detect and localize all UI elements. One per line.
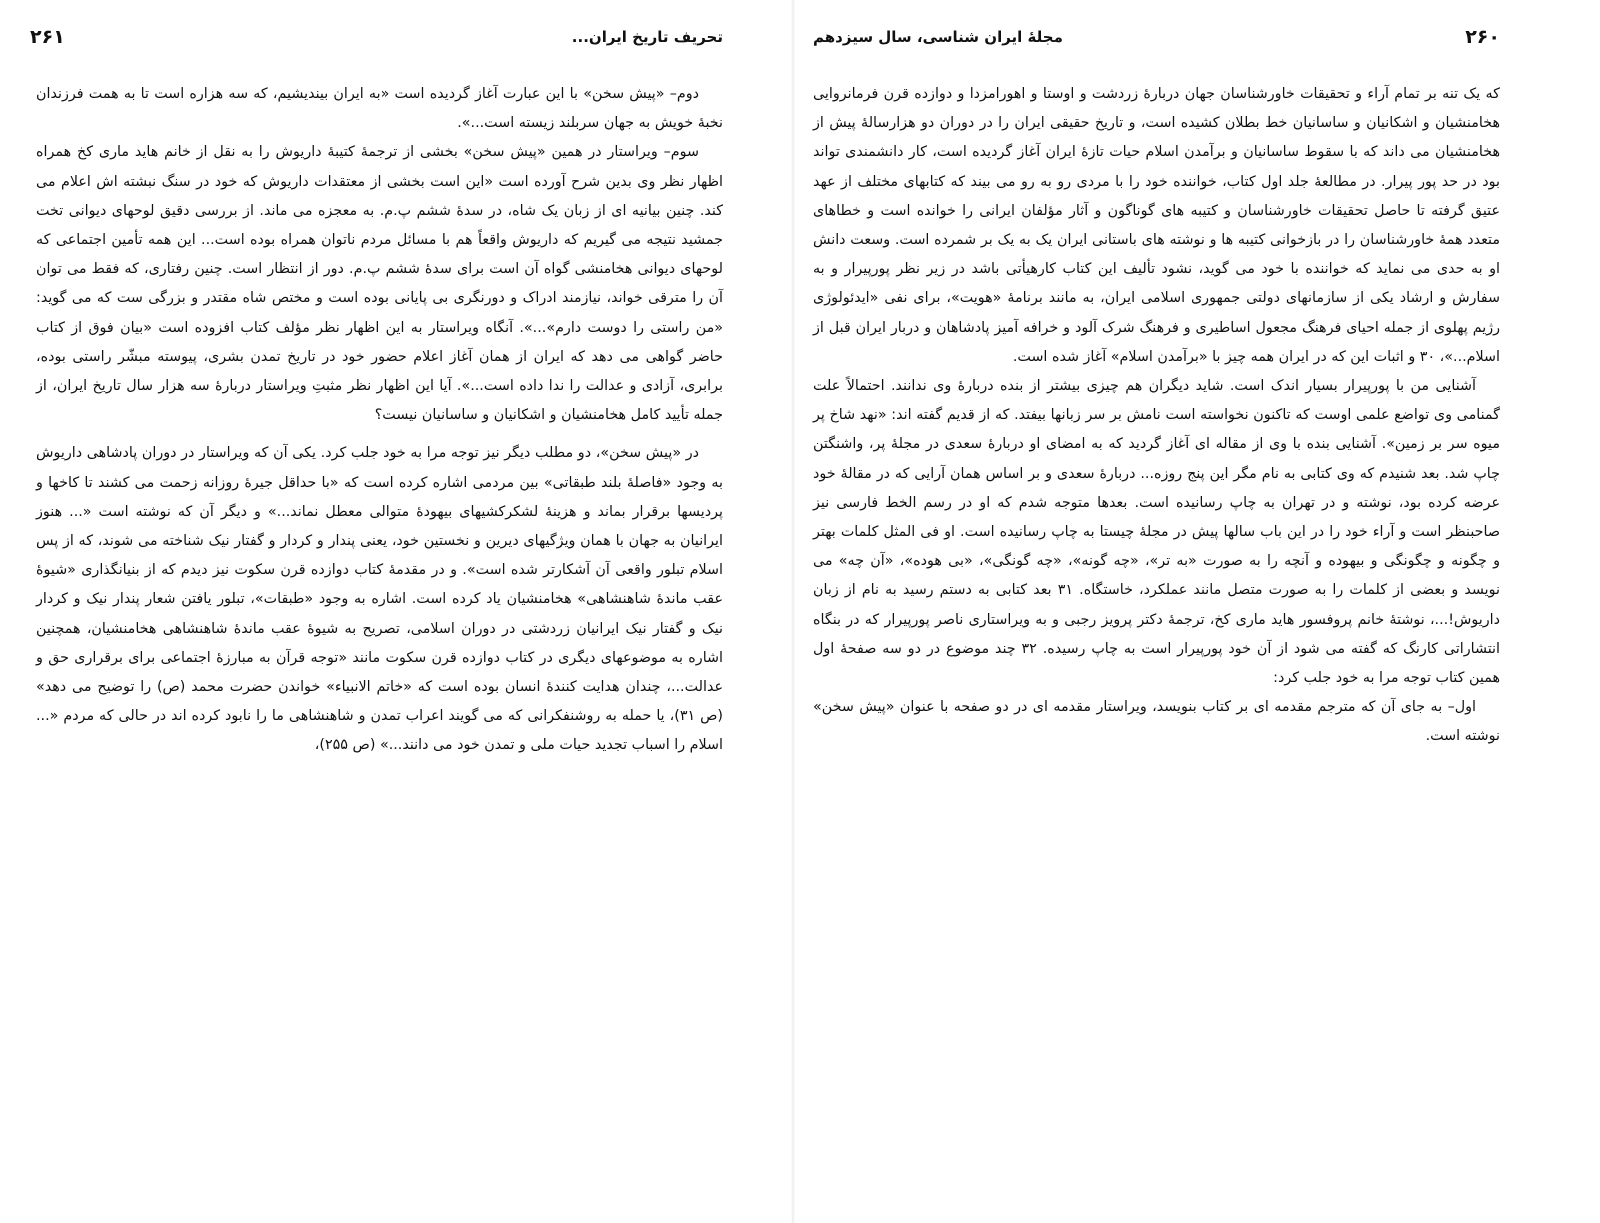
page-gutter bbox=[791, 0, 795, 1223]
paragraph: اول– به جای آن که مترجم مقدمه ای بر کتاب بنویسد، ویراستار مقدمه ای در دو صفحه با عنوان «پیش سخن» نوشته است. bbox=[813, 699, 1500, 745]
left-running-title: تحریف تاریخ ایران... bbox=[571, 28, 723, 46]
paragraph: سوم– ویراستار در همین «پیش سخن» بخشی از ترجمهٔ کتیبهٔ داریوش را به نقل از خانم هاید ماری کخ همراه اظهار نظر وی بدین شرح آورده است «این است بخشی از معتقدات داریوش که خود در سنگ نبشته اش اعلام می کند. چنین بیانیه ای از زبان یک شاه، در سدهٔ ششم پ.م. به معجزه می ماند. از بررسی دقیق لوحهای دیوانی تخت جمشید نتیجه می گیریم که داریوش واقعاً هم با مسائل مردم ناتوان همراه بوده است... این همه تأمین اجتماعی که لوحهای دیوانی هخامنشی گواه آن است برای سدهٔ ششم پ.م. دور از انتظار است. چنین رفتاری، که فقط می توان آن را مترقی خواند، نیازمند ادراک و دورنگری بی پایانی بوده است و مختص شاه مقتدر و بزرگی ست که می گوید: «من راستی را دوست دارم»...». آنگاه ویراستار به این اظهار نظر مؤلف کتاب افزوده است «بیان فوق از کتاب حاضر گواهی می دهد که ایران از همان آغاز اعلام حضور خود در تاریخ تمدن بشری، پیوسته مبشّر راستی بوده، برابری، آزادی و عدالت را ندا داده است...». آیا این اظهار نظر مثبتِ ویراستار دربارهٔ سه هزار سال تاریخ ایران، از جمله تأیید کامل هخامنشیان و اشکانیان و ساسانیان نیست؟ bbox=[36, 144, 723, 424]
left-page-number: ۲۶۱ bbox=[30, 26, 65, 48]
paragraph: آشنایی من با پورپیرار بسیار اندک است. شاید دیگران هم چیزی بیشتر از بنده دربارهٔ وی ندانند. احتمالاً علت گمنامی وی تواضع علمی اوست که تاکنون نخواسته است نامش بر سر زبانها بیفتد. که از قدیم گفته اند: «نهد شاخ پر میوه سر بر زمین». آشنایی بنده با وی از مقاله ای آغاز گردید که به امضای او دربارهٔ سعدی در مجلهٔ پر، واشنگتن چاپ شد. بعد شنیدم که وی کتابی به نام مگر این پنج روزه... دربارهٔ سعدی و بر اساس همان آرایی که در مقالهٔ خود عرضه کرده بود، نوشته و در تهران به چاپ رسانیده است. بعدها متوجه شدم که او در رسم الخط فارسی نیز صاحبنظر است و آراء خود را در این باب سالها پیش در مجلهٔ چیستا به چاپ رسانیده است. او فی المثل کلمات بهتر و چگونه و چگونگی و بیهوده و آنچه را به صورت «به تر»، «چه گونه»، «چه گونگی»، «بی هوده»، «آن چه» می نویسد و بعضی از کلمات را به صورت متصل مانند عملکرد، خاستگاه. ۳۱ بعد کتابی به دستم رسید به نام از زبان داریوش!...، نوشتهٔ خانم پروفسور هاید ماری کخ، ترجمهٔ دکتر پرویز رجبی و به ویراستاری ناصر پورپیرار که در بنگاه انتشاراتی کارنگ که گفته می شود از آن خود پورپیرار است به چاپ رسیده. ۳۲ چند موضوع در دو سه صفحهٔ اول همین کتاب توجه مرا به خود جلب کرد: bbox=[813, 378, 1501, 687]
left-page-header bbox=[30, 22, 723, 52]
right-page bbox=[805, 0, 1600, 1223]
paragraph: که یک تنه بر تمام آراء و تحقیقات خاورشناسان جهان دربارهٔ زردشت و اوستا و اهورامزدا و دوازده قرن فرمانروایی هخامنشیان و اشکانیان و ساسانیان خط بطلان کشیده است، و تاریخ حقیقی ایران را در دوران دو هزارسالهٔ پیش از هخامنشیان می داند که با سقوط ساسانیان و برآمدن اسلام حیات تازهٔ ایران آغاز گردیده است، کار دانشمندی تواند بود در حد پور پیرار. در مطالعهٔ جلد اول کتاب، خواننده خود را با مردی رو به رو می بیند که کتابهای مختلف از عهد عتیق گرفته تا حاصل تحقیقات خاورشناسان و کتیبه های گوناگون و آثار مؤلفان ایرانی را خوانده است و خطاهای متعدد همهٔ خاورشناسان را در بازخوانی کتیبه ها و نوشته های باستانی ایران یک به یک بر شمرده است. وسعت دانش او به حدی می نماید که خواننده با خود می گوید، نشود تألیف این کتاب کارهیأتی باشد در زیر نظر پورپیرار و به سفارش و ارشاد یکی از سازمانهای دولتی جمهوری اسلامی ایران، به مانند برنامهٔ «هویت»، برای نفی «ایدئولوژی رژیم پهلوی از جمله احیای فرهنگ مجعول اساطیری و فرهنگ شرک آلود و خرافه آمیز پادشاهان و دربار ایران قبل از اسلام...»، ۳۰ و اثبات این که در ایران همه چیز با «برآمدن اسلام» آغاز شده است. bbox=[813, 86, 1500, 365]
left-page-body bbox=[36, 80, 723, 761]
right-running-title: مجلهٔ ایران شناسی، سال سیزدهم bbox=[813, 28, 1063, 46]
right-page-header bbox=[813, 22, 1500, 52]
right-page-number: ۲۶۰ bbox=[1465, 26, 1500, 48]
left-page bbox=[0, 0, 785, 1223]
right-page-body bbox=[813, 80, 1500, 752]
paragraph: دوم– «پیش سخن» با این عبارت آغاز گردیده است «به ایران بیندیشیم، که سه هزاره است تا به همت فرزندان نخبهٔ خویش به جهان سربلند زیسته است...». bbox=[36, 86, 723, 132]
paragraph: در «پیش سخن»، دو مطلب دیگر نیز توجه مرا به خود جلب کرد. یکی آن که ویراستار در دوران پادشاهی داریوش به وجود «فاصلهٔ بلند طبقاتی» بین مردمی اشاره کرده است که «با حداقل جیرهٔ روزانه زحمت می کشند تا کاخها و پردیسها برقرار بماند و هزینهٔ لشکرکشیهای بیهودهٔ متوالی معطل نماند...» و دیگر آن که نوشته است «... هنوز ایرانیان به جهان با همان ویژگیهای دیرین و نخستین خود، یعنی پندار و کردار و گفتار نیک شناخته می شوند، که از پس اسلام تبلور واقعی آن آشکارتر شده است». و در مقدمهٔ کتاب دوازده قرن سکوت نیز دیدم که از بنیانگذاری «شیوهٔ عقب ماندهٔ شاهنشاهی» هخامنشیان یاد کرده است. اشاره به وجود «طبقات»، تبلور یافتن شعار پندار نیک و کردار نیک و گفتار نیک ایرانیان زردشتی در دوران اسلامی، تصریح به شیوهٔ عقب ماندهٔ شاهنشاهی هخامنشیان، همچنین اشاره به موضوعهای دیگری در کتاب دوازده قرن سکوت مانند «توجه قرآن به مبارزهٔ اجتماعی برای برقراری حق و عدالت...، چندان هدایت کنندهٔ انسان بوده است که «خاتم الانبیاء» خواندن حضرت محمد (ص) را توضیح می دهد» (ص ۳۱)، یا حمله به روشنفکرانی که می گویند اعراب تمدن و شاهنشاهی ما را نابود کرده اند در حالی که مردم «... اسلام را اسباب تجدید حیات ملی و تمدن خود می دانند...» (ص ۲۵۵)، bbox=[36, 445, 723, 754]
